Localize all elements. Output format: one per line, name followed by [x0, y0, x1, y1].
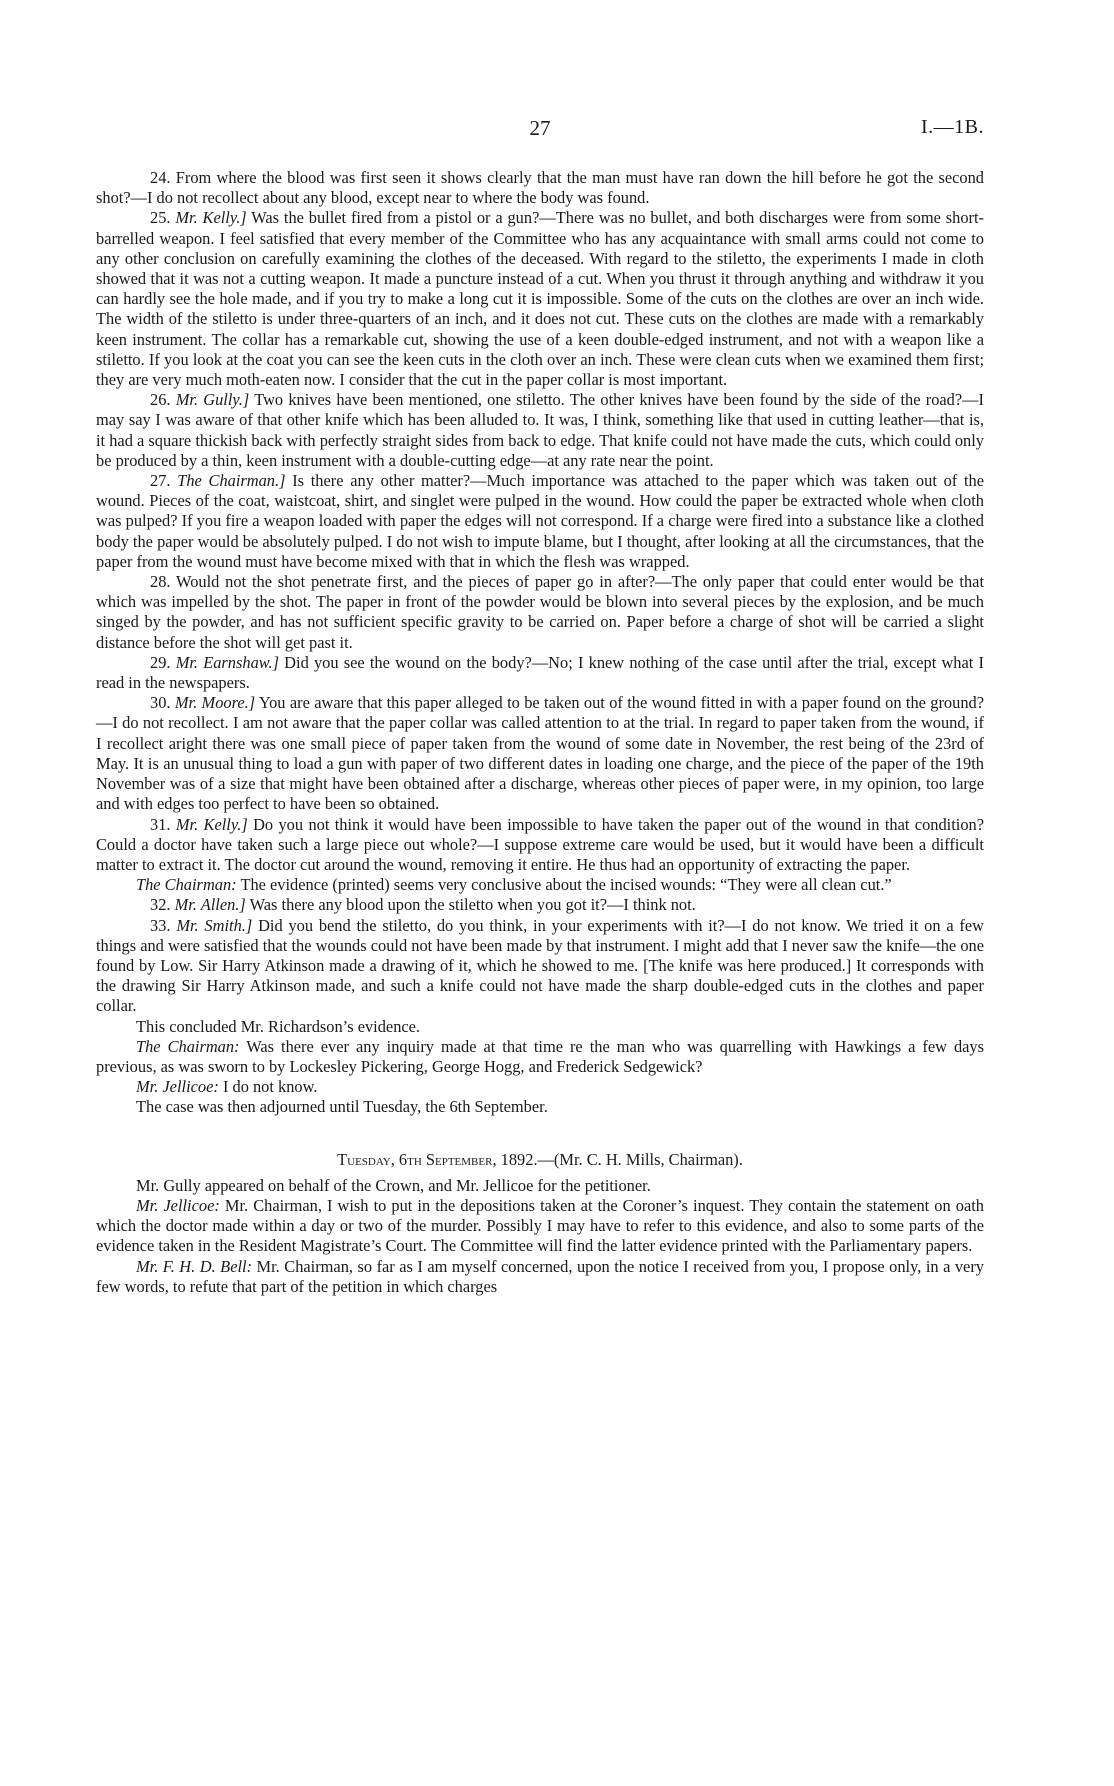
paragraph-26 — [96, 390, 984, 471]
paragraph-25 — [96, 208, 984, 390]
paragraph-text: Mr. Gully appeared on behalf of the Crown, and Mr. Jellicoe for the petitioner. — [136, 1175, 651, 1195]
page-header — [96, 116, 984, 146]
document-body — [96, 168, 984, 1297]
paragraph-text: You are aware that this paper alleged to be taken out of the wound fitted in with a paper found on the ground?—I do not recollect. I am not aware that the paper collar was called attention to at the trial. In regard to paper taken from the wound, if I recollect aright there was one small piece of paper taken from the wound of some date in November, the rest being of the 23rd of May. It is an unusual thing to load a gun with paper of two different dates in loading one charge, and the piece of the paper of the 19th November was of a size that might have been obtained after a discharge, whereas other pieces of paper were, in my opinion, too large and with edges too perfect to have been so obtained. — [96, 693, 984, 814]
question-number: 32. — [150, 895, 171, 915]
paragraph-text: I do not know. — [222, 1077, 318, 1097]
speaker: The Chairman.] — [177, 471, 286, 491]
paragraph-24 — [96, 168, 984, 208]
paragraph-29 — [96, 653, 984, 693]
speaker: Mr. Earnshaw.] — [175, 652, 279, 672]
speaker: Mr. Jellicoe: — [136, 1195, 220, 1215]
session-date: Tuesday, 6th September, — [337, 1149, 497, 1169]
jellicoe-reply — [96, 1077, 984, 1097]
paragraph-text: The evidence (printed) seems very conclusive about the incised wounds: “They were all clean cut.” — [240, 875, 892, 895]
question-number: 27. — [150, 471, 171, 491]
speaker: Mr. Kelly.] — [175, 208, 247, 228]
question-number: 33. — [150, 915, 171, 935]
chairman-inquiry — [96, 1037, 984, 1077]
speaker: The Chairman: — [136, 875, 237, 895]
question-number: 28. — [150, 572, 171, 592]
paragraph-text: Would not the shot penetrate first, and the pieces of paper go in after?—The only paper that could enter would be that which was impelled by the shot. The paper in front of the powder would be blown into several pieces by the explosion, and be much singed by the powder, and has not sufficient specific gravity to be carried on. Paper before a charge of shot will be carried a slight distance before the shot will get past it. — [96, 572, 984, 652]
paragraph-text: Is there any other matter?—Much importance was attached to the paper which was taken out of the wound. Pieces of the coat, waistcoat, shirt, and singlet were pulped in the wound. How could the paper be extracted whole when cloth was pulped? If you fire a weapon loaded with paper the edges will not correspond. If a charge were fired into a substance like a clothed body the paper would be absolutely pulped. I do not wish to impute blame, but I thought, after looking at all the circumstances, that the paper from the wound must have become mixed with that in which the flesh was wrapped. — [96, 471, 984, 571]
paragraph-28 — [96, 572, 984, 653]
question-number: 31. — [150, 814, 171, 834]
paragraph-text: Did you see the wound on the body?—No; I knew nothing of the case until after the trial, except what I read in the newspapers. — [96, 652, 984, 693]
section-gap — [96, 1118, 984, 1130]
paragraph-text: Mr. Chairman, so far as I am myself concerned, upon the notice I received from you, I propose only, in a very few words, to refute that part of the petition in which charges — [96, 1256, 984, 1296]
speaker: Mr. F. H. D. Bell: — [136, 1256, 253, 1276]
paragraph-text: The case was then adjourned until Tuesday, the 6th September. — [136, 1097, 548, 1117]
paragraph-27 — [96, 471, 984, 572]
paragraph-text: Was there any blood upon the stiletto when you got it?—I think not. — [249, 895, 696, 915]
question-number: 30. — [150, 693, 171, 713]
page-number: 27 — [529, 116, 551, 140]
speaker: Mr. Allen.] — [174, 895, 246, 915]
speaker: Mr. Moore.] — [174, 693, 256, 713]
bell-statement — [96, 1257, 984, 1297]
question-number: 25. — [150, 208, 171, 228]
paragraph-text: From where the blood was first seen it shows clearly that the man must have ran down the hill before he got the second shot?—I do not recollect about any blood, except near to where the body was found. — [96, 168, 984, 208]
speaker: The Chairman: — [136, 1036, 240, 1056]
session-chair: 1892.—(Mr. C. H. Mills, Chairman). — [500, 1149, 743, 1169]
question-number: 29. — [150, 652, 171, 672]
paragraph-text: Did you bend the stiletto, do you think, in your experiments with it?—I do not know. We tried it on a few things and were satisfied that the wounds could not have been made by that instrument. I might add that I never saw the knife—the one found by Low. Sir Harry Atkinson made a drawing of it, which he showed to me. [The knife was here produced.] It corresponds with the drawing Sir Harry Atkinson made, and such a knife could not have made the sharp double-edged cuts in the clothes and paper collar. — [96, 915, 984, 1016]
session-heading — [96, 1150, 984, 1170]
page-reference: I.—1B. — [921, 116, 984, 138]
paragraph-text: Do you not think it would have been impossible to have taken the paper out of the wound in that condition? Could a doctor have taken such a large piece out whole?—I suppose extreme care would be used, but it would have been a difficult matter to extract it. The doctor cut around the wound, removing it entire. He thus had an opportunity of extracting the paper. — [96, 814, 984, 874]
paragraph-text: Was there ever any inquiry made at that time re the man who was quarrelling with Hawkings a few days previous, as was sworn to by Lockesley Pickering, George Hogg, and Frederick Sedgewick? — [96, 1036, 984, 1076]
paragraph-text: Two knives have been mentioned, one stiletto. The other knives have been found by the side of the road?—I may say I was aware of that other knife which has been alluded to. It was, I think, something like that used in cutting leather—that is, it had a square thickish back with perfectly straight sides from back to edge. That knife could not have made the cuts, which could only be produced by a thin, keen instrument with a double-cutting edge—at any rate near the point. — [96, 390, 984, 470]
paragraph-33 — [96, 916, 984, 1017]
paragraph-30 — [96, 693, 984, 814]
speaker: Mr. Smith.] — [176, 915, 253, 935]
speaker: Mr. Gully.] — [175, 390, 250, 410]
chairman-remark — [96, 875, 984, 895]
evidence-concluded-note — [96, 1017, 984, 1037]
paragraph-31 — [96, 815, 984, 876]
paragraph-32 — [96, 895, 984, 915]
paragraph-text: This concluded Mr. Richardson’s evidence. — [136, 1016, 421, 1036]
paragraph-text: Was the bullet fired from a pistol or a gun?—There was no bullet, and both discharges were from some short-barrelled weapon. I feel satisfied that every member of the Committee who has any acquaintance with small arms could not come to any other conclusion on carefully examining the clothes of the deceased. With regard to the stiletto, the experiments I made in cloth showed that it was not a cutting weapon. It made a puncture instead of a cut. When you thrust it through anything and withdraw it you can hardly see the hole made, and if you try to make a long cut it is impossible. Some of the cuts on the clothes are over an inch wide. The width of the stiletto is under three-quarters of an inch, and it does not cut. These cuts on the clothes are made with a remarkably keen instrument. The collar has a remarkable cut, showing the use of a keen double-edged instrument, and not with a weapon like a stiletto. If you look at the coat you can see the keen cuts in the cloth over an inch. These were clean cuts when we examined them first; they are very much moth-eaten now. I consider that the cut in the paper collar is most important. — [96, 208, 984, 390]
question-number: 26. — [150, 390, 171, 410]
question-number: 24. — [150, 168, 171, 187]
adjournment-note — [96, 1097, 984, 1117]
jellicoe-statement — [96, 1196, 984, 1257]
paragraph-text: Mr. Chairman, I wish to put in the depositions taken at the Coroner’s inquest. They contain the statement on oath which the doctor made within a day or two of the murder. Possibly I may have to refer to this evidence, and also to some parts of the evidence taken in the Resident Magistrate’s Court. The Committee will find the latter evidence printed with the Parliamentary papers. — [96, 1195, 984, 1256]
speaker: Mr. Jellicoe: — [136, 1077, 219, 1097]
appearance-note — [96, 1176, 984, 1196]
speaker: Mr. Kelly.] — [175, 814, 248, 834]
